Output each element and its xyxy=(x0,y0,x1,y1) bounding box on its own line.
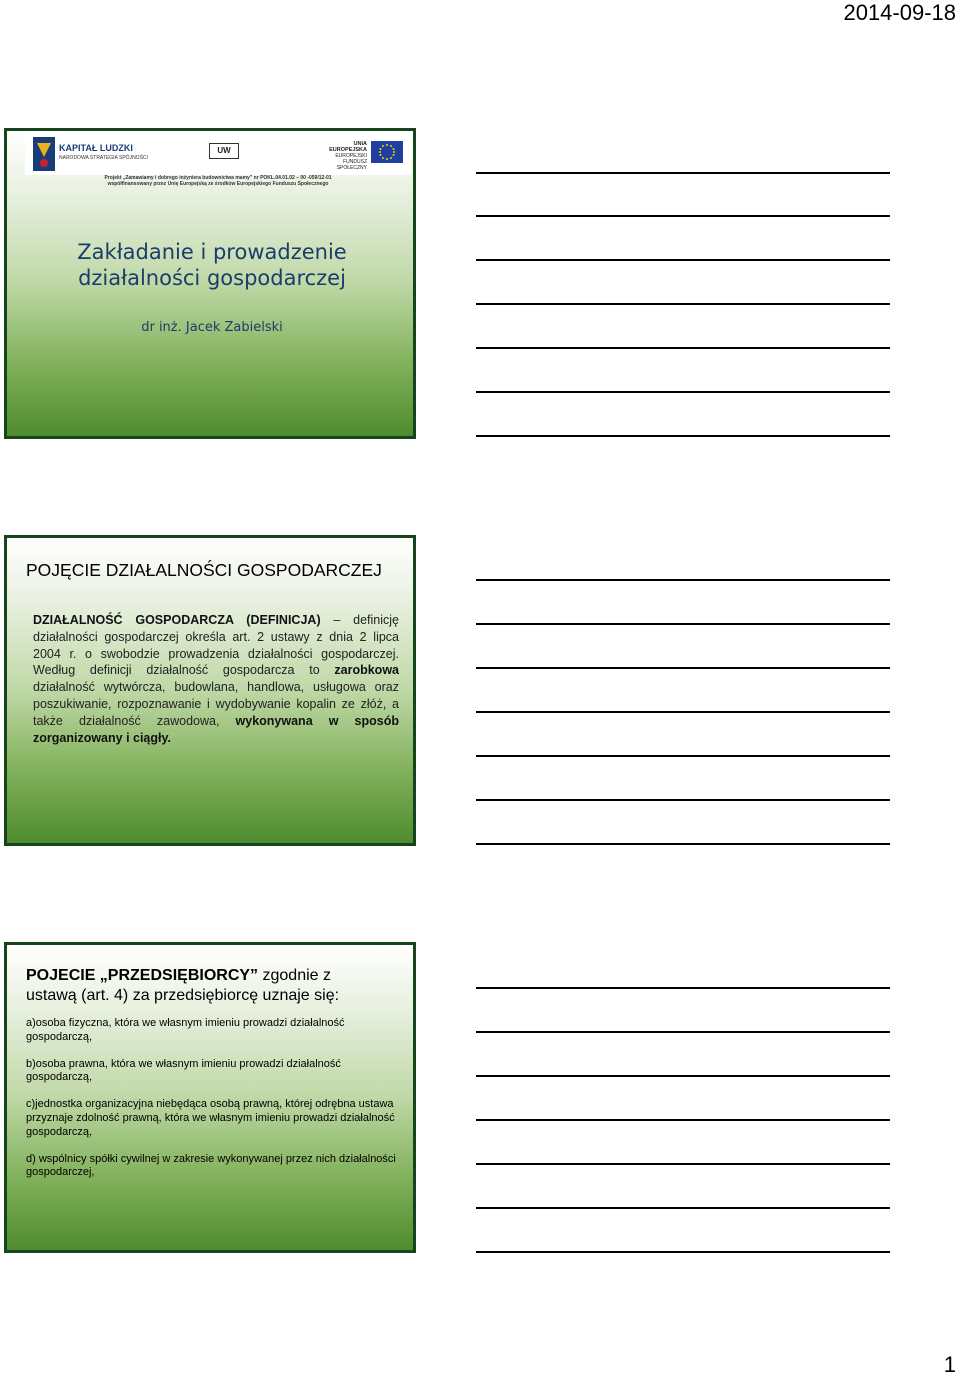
title-line-2: działalności gospodarczej xyxy=(78,266,346,290)
definition-bold-3: wykonywana w sposób zorganizowany i ciągły. xyxy=(33,713,399,745)
author: dr inż. Jacek Zabielski xyxy=(141,320,283,335)
university-abbr: UW xyxy=(209,143,239,159)
presentation-title xyxy=(27,239,397,291)
note-line xyxy=(476,347,890,349)
note-line xyxy=(476,435,890,437)
page-number: 1 xyxy=(943,1352,956,1377)
slide-2 xyxy=(4,535,416,846)
list-item: c)jednostka organizacyjna niebędąca osobą prawną, której odrębna ustawa przyznaje zdolność prawną, która we własnym imieniu prowadzi działalność gospodarczą, xyxy=(26,1098,395,1138)
note-line xyxy=(476,843,890,845)
eu-logo-text xyxy=(317,141,367,171)
note-line xyxy=(476,303,890,305)
note-line xyxy=(476,1075,890,1077)
eu-line-3: FUNDUSZ SPOŁECZNY xyxy=(336,159,367,171)
definition-bold-2: zarobkowa xyxy=(334,663,399,678)
slide-2-body xyxy=(33,612,399,746)
kapital-ludzki-icon xyxy=(33,137,55,171)
note-line xyxy=(476,172,890,174)
list-item: b)osoba prawna, która we własnym imieniu prowadzi działalność gospodarczą, xyxy=(26,1057,341,1084)
project-line-2: współfinansowany przez Unię Europejską ze środków Europejskiego Funduszu Społecznego xyxy=(107,181,329,187)
kapital-ludzki-subtitle: NARODOWA STRATEGIA SPÓJNOŚCI xyxy=(59,155,148,161)
kapital-ludzki-title: KAPITAŁ LUDZKI xyxy=(59,143,133,153)
note-line xyxy=(476,711,890,713)
slide-2-heading: POJĘCIE DZIAŁALNOŚCI GOSPODARCZEJ xyxy=(26,560,382,580)
title-line-1: Zakładanie i prowadzenie xyxy=(77,240,347,264)
note-line xyxy=(476,259,890,261)
note-line xyxy=(476,755,890,757)
eu-flag-icon xyxy=(371,141,403,163)
note-line xyxy=(476,1251,890,1253)
note-line xyxy=(476,987,890,989)
kapital-ludzki-logo xyxy=(33,137,193,173)
note-line xyxy=(476,391,890,393)
note-line xyxy=(476,623,890,625)
project-line-1: Projekt „Zamawiamy i dobrego inżyniera budownictwa mamy” nr POKL.04.01.02 – 00 -059/12-01 xyxy=(104,175,332,181)
list-item: d) wspólnicy spółki cywilnej w zakresie wykonywanej przez nich działalności gospodarczej, xyxy=(26,1152,396,1179)
note-line xyxy=(476,1207,890,1209)
slide-3-heading xyxy=(26,966,362,1006)
note-line xyxy=(476,667,890,669)
definition-text-2: działalność wytwórcza, budowlana, handlowa, usługowa oraz poszukiwanie, rozpoznawanie i wydobywanie kopalin ze złóż, a także działalność zawodowa, xyxy=(33,680,399,728)
definition-term: DZIAŁALNOŚĆ GOSPODARCZA (DEFINICJA) xyxy=(33,613,321,627)
definition-text-1: – definicję działalności gospodarczej określa art. 2 ustawy z dnia 2 lipca 2004 r. o swobodzie prowadzenia działalności gospodarczej. Według definicji działalność gospodarcza to xyxy=(33,613,399,678)
eu-line-1: UNIA EUROPEJSKA xyxy=(329,141,367,153)
eu-logo xyxy=(317,139,411,169)
note-line xyxy=(476,1163,890,1165)
list-item: a)osoba fizyczna, która we własnym imieniu prowadzi działalność gospodarczą, xyxy=(26,1017,345,1043)
note-line xyxy=(476,215,890,217)
slide-3-heading-rest: zgodnie z ustawą (art. 4) za przedsiębiorcę uznaje się: xyxy=(26,967,340,1004)
note-line xyxy=(476,1031,890,1033)
slide-3-heading-bold: POJECIE „PRZEDSIĘBIORCY” xyxy=(26,967,259,984)
note-line xyxy=(476,1119,890,1121)
eu-line-2: EUROPEJSKI xyxy=(335,153,367,159)
entrepreneur-list xyxy=(26,1017,406,1193)
project-info xyxy=(25,175,411,187)
slide-1 xyxy=(4,128,416,439)
note-line xyxy=(476,799,890,801)
note-line xyxy=(476,579,890,581)
slide-3 xyxy=(4,942,416,1253)
header-date: 2014-09-18 xyxy=(843,0,956,25)
logo-strip xyxy=(25,135,411,175)
university-logo xyxy=(205,139,245,169)
